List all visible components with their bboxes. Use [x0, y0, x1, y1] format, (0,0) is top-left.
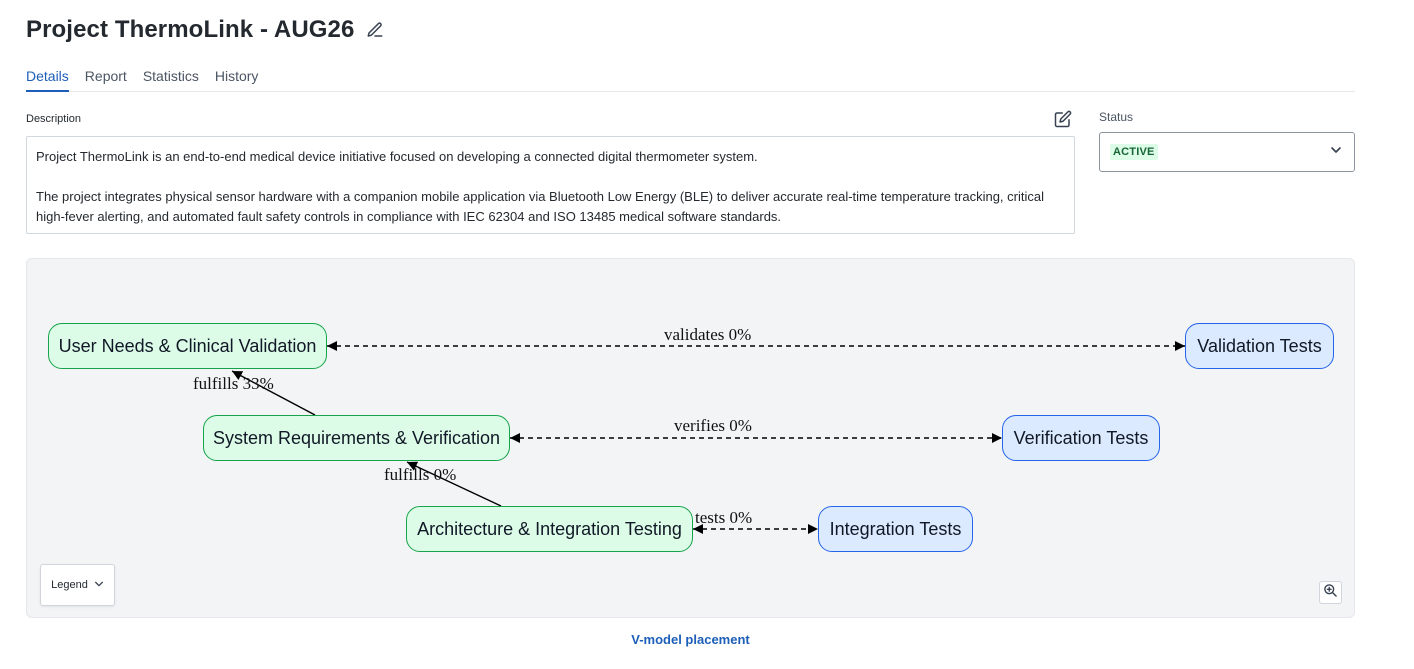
description-paragraph: Project ThermoLink is an end-to-end medical device initiative focused on developing a connected digital thermometer system.	[36, 149, 758, 164]
edit-description-icon[interactable]	[1054, 110, 1072, 128]
edge-label-verifies: verifies 0%	[674, 416, 752, 435]
edge-label-validates: validates 0%	[664, 325, 752, 344]
zoom-in-button[interactable]	[1319, 581, 1342, 604]
node-system-requirements[interactable]: System Requirements & Verification	[203, 415, 510, 461]
edge-label-fulfills-system: fulfills 33%	[193, 374, 274, 393]
tab-report[interactable]: Report	[84, 68, 127, 84]
legend-label: Legend	[51, 579, 88, 591]
edge-label-fulfills-arch: fulfills 0%	[384, 465, 457, 484]
legend-button[interactable]	[40, 564, 115, 606]
zoom-in-icon	[1323, 583, 1338, 603]
v-model-diagram[interactable]	[26, 258, 1355, 618]
diagram-caption: V-model placement	[631, 632, 750, 647]
node-architecture[interactable]: Architecture & Integration Testing	[406, 506, 693, 552]
node-user-needs[interactable]: User Needs & Clinical Validation	[48, 323, 327, 369]
status-select[interactable]	[1099, 132, 1355, 172]
tab-bar	[26, 66, 1355, 92]
chevron-down-icon	[94, 579, 104, 592]
chevron-down-icon	[1330, 143, 1342, 161]
edge-label-tests: tests 0%	[695, 508, 753, 527]
node-verification-tests[interactable]: Verification Tests	[1002, 415, 1160, 461]
description-text[interactable]	[26, 136, 1075, 234]
tab-history[interactable]: History	[214, 68, 259, 84]
tab-statistics[interactable]: Statistics	[142, 68, 199, 84]
status-label: Status	[1099, 110, 1134, 124]
node-validation-tests[interactable]: Validation Tests	[1185, 323, 1334, 369]
status-badge: ACTIVE	[1110, 144, 1158, 160]
tab-details[interactable]: Details	[26, 66, 69, 92]
edit-title-icon[interactable]	[366, 21, 384, 39]
node-integration-tests[interactable]: Integration Tests	[818, 506, 973, 552]
page-title: Project ThermoLink - AUG26	[26, 16, 355, 43]
description-paragraph: The project integrates physical sensor hardware with a companion mobile application via Bluetooth Low Energy (BLE) to deliver accurate real-time temperature tracking, critical high-fever alerting, and automated fault safety controls in compliance with IEC 62304 and ISO 13485 medical software standards.	[36, 189, 1044, 224]
description-label: Description	[26, 113, 82, 125]
title-row	[26, 16, 384, 44]
